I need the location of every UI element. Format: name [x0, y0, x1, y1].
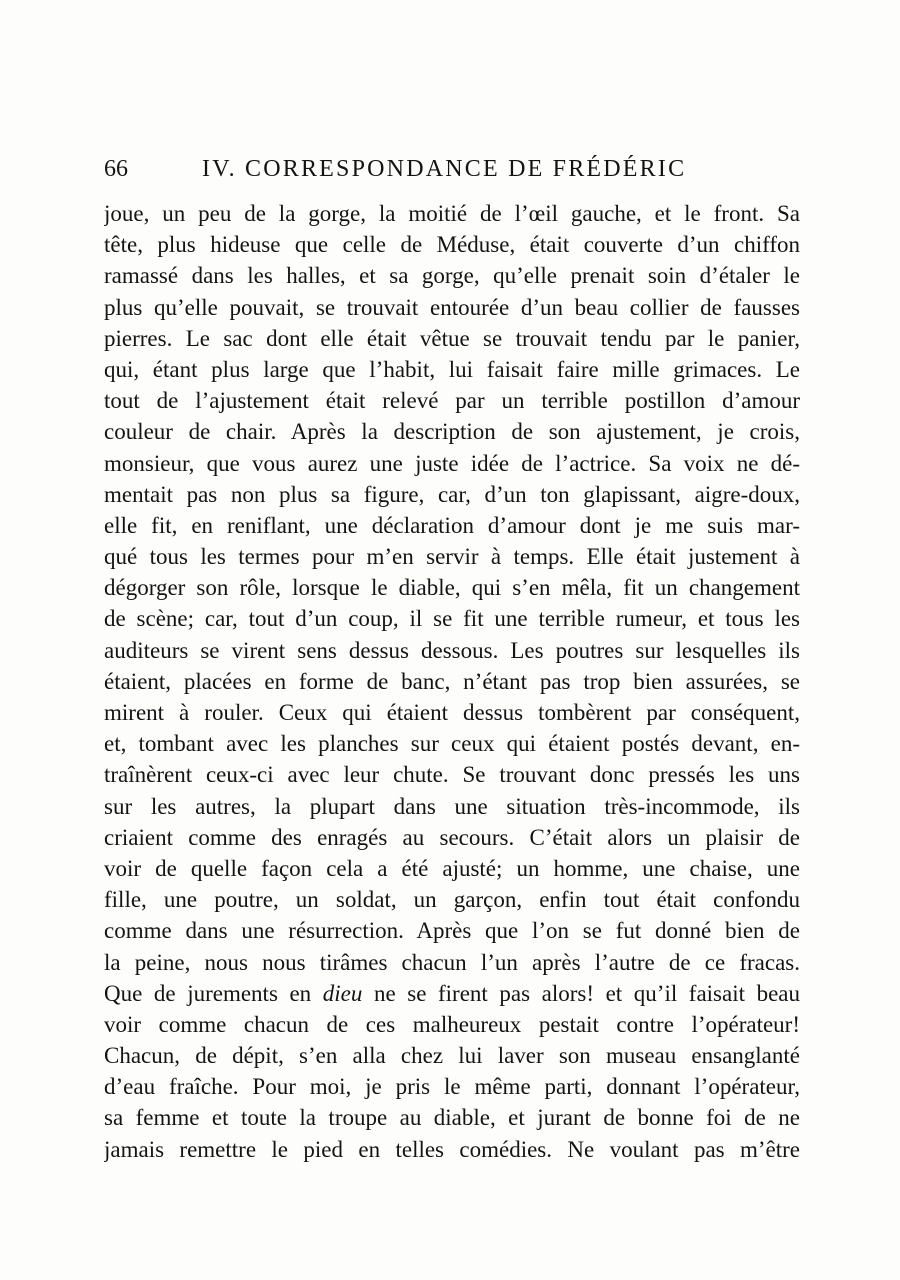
text-line: traînèrent ceux-ci avec leur chute. Se trouvant donc pressés les uns [104, 762, 800, 788]
text-line: comme dans une résurrection. Après que l’on se fut donné bien de [104, 918, 800, 944]
page-number: 66 [104, 156, 128, 182]
text-line: plus qu’elle pouvait, se trouvait entourée d’un beau collier de fausses [104, 294, 800, 320]
text-line: qui, étant plus large que l’habit, lui faisait faire mille grimaces. Le [104, 356, 800, 382]
text-line: pierres. Le sac dont elle était vêtue se trouvait tendu par le panier, [104, 325, 800, 351]
text-line: fille, une poutre, un soldat, un garçon, enfin tout était confondu [104, 887, 800, 913]
text-line-with-italic [104, 978, 800, 1009]
running-head [104, 150, 804, 190]
text-line: tout de l’ajustement était relevé par un terrible postillon d’amour [104, 388, 800, 414]
body-text [104, 198, 800, 1165]
text-line: mirent à rouler. Ceux qui étaient dessus tombèrent par conséquent, [104, 700, 800, 725]
text-line: sur les autres, la plupart dans une situation très-incommode, ils [104, 793, 800, 819]
text-line: joue, un peu de la gorge, la moitié de l’œil gauche, et le front. Sa [104, 201, 800, 226]
text-line: monsieur, que vous aurez une juste idée de l’actrice. Sa voix ne dé- [104, 450, 800, 476]
text-line: dégorger son rôle, lorsque le diable, qui s’en mêla, fit un changement [104, 575, 800, 601]
italic-word: dieu [322, 980, 363, 1006]
text-line: jamais remettre le pied en telles comédies. Ne voulant pas m’être [104, 1136, 800, 1162]
text-segment: ne se firent pas alors! et qu’il faisait beau [362, 980, 800, 1006]
text-line: la peine, nous nous tirâmes chacun l’un après l’autre de ce fracas. [104, 949, 800, 975]
text-line: couleur de chair. Après la description de son ajustement, je crois, [104, 419, 800, 445]
text-line: voir comme chacun de ces malheureux pestait contre l’opérateur! [104, 1011, 800, 1037]
text-line: voir de quelle façon cela a été ajusté; un homme, une chaise, une [104, 855, 800, 881]
text-line: et, tombant avec les planches sur ceux qui étaient postés devant, en- [104, 731, 800, 757]
text-line: Chacun, de dépit, s’en alla chez lui laver son museau ensanglanté [104, 1043, 800, 1069]
text-line: auditeurs se virent sens dessus dessous. Les poutres sur lesquelles ils [104, 637, 800, 663]
text-line: qué tous les termes pour m’en servir à temps. Elle était justement à [104, 544, 800, 570]
text-line: ramassé dans les halles, et sa gorge, qu’elle prenait soin d’étaler le [104, 263, 800, 289]
text-line: de scène; car, tout d’un coup, il se fit une terrible rumeur, et tous les [104, 606, 800, 632]
text-line: sa femme et toute la troupe au diable, et jurant de bonne foi de ne [104, 1105, 800, 1131]
running-title: IV. CORRESPONDANCE DE FRÉDÉRIC [202, 156, 687, 182]
text-line: d’eau fraîche. Pour moi, je pris le même parti, donnant l’opérateur, [104, 1074, 800, 1100]
text-line: tête, plus hideuse que celle de Méduse, était couverte d’un chiffon [104, 232, 800, 258]
text-line: mentait pas non plus sa figure, car, d’un ton glapissant, aigre-doux, [104, 481, 800, 507]
text-line: étaient, placées en forme de banc, n’étant pas trop bien assurées, se [104, 668, 800, 694]
text-segment: Que de jurements en [104, 980, 323, 1006]
text-line: criaient comme des enragés au secours. C’était alors un plaisir de [104, 824, 800, 850]
text-line: elle fit, en reniflant, une déclaration d’amour dont je me suis mar- [104, 512, 800, 538]
